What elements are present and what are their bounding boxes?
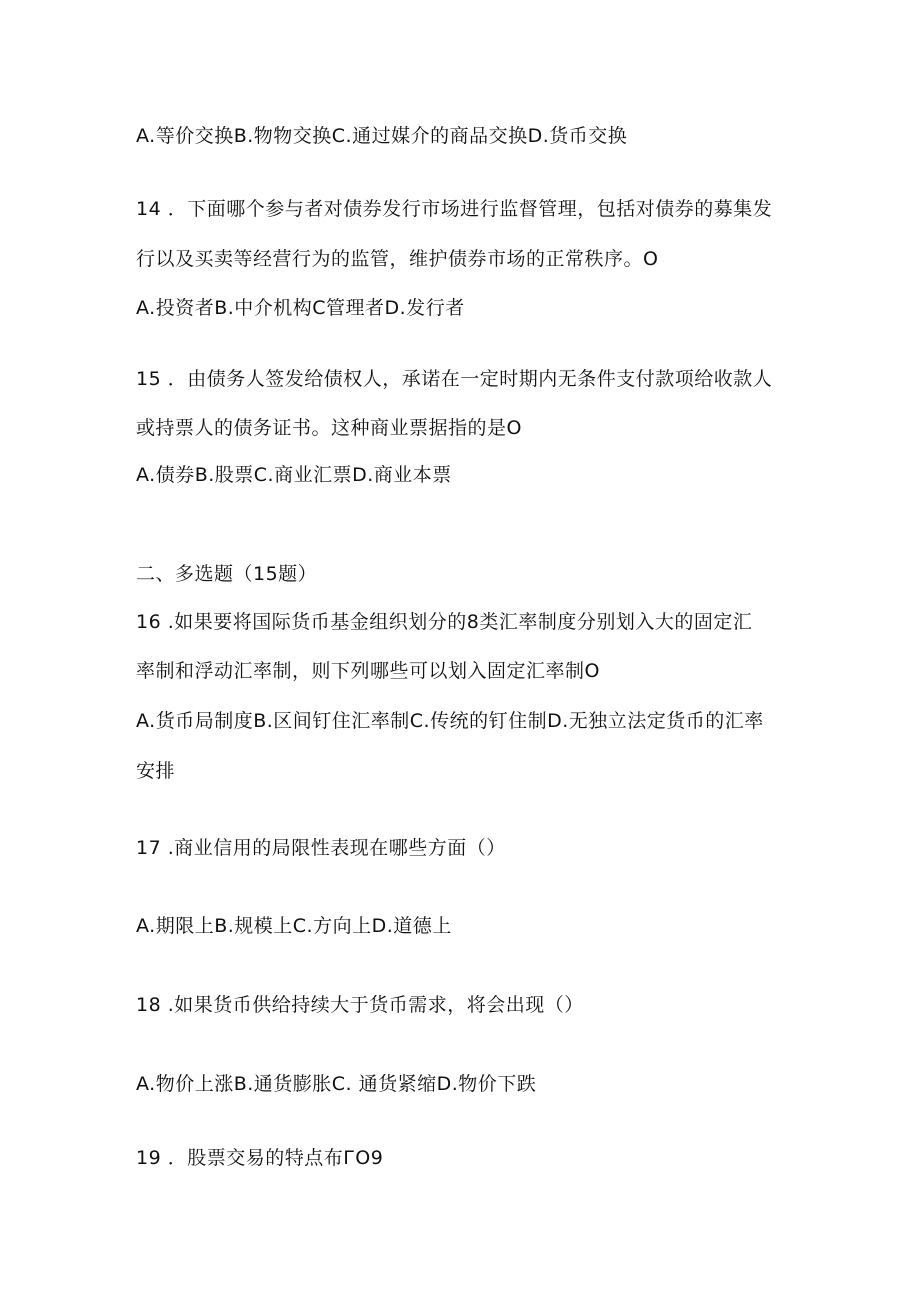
q16-options-line1: A.货币局制度B.区间钉住汇率制C.传统的钉住制D.无独立法定货币的汇率 xyxy=(136,710,764,732)
q16-text-line1: 16 .如果要将国际货币基金组织划分的8类汇率制度分别划入大的固定汇 xyxy=(136,611,753,633)
section-heading-multiple-choice: 二、多选题（15题） xyxy=(136,563,318,585)
q15-text-line1: 15 ．由债务人签发给债权人，承诺在一定时期内无条件支付款项给收款人 xyxy=(136,368,773,390)
q15-text-line2: 或持票人的债务证书。这种商业票据指的是O xyxy=(136,417,522,439)
q18-options: A.物价上涨B.通货膨胀C. 通货紧缩D.物价下跌 xyxy=(136,1073,537,1095)
q14-text-line1: 14 ．下面哪个参与者对债券发行市场进行监督管理，包括对债券的募集发 xyxy=(136,198,773,220)
q19-text: 19 ．股票交易的特点布ГO9 xyxy=(136,1147,384,1169)
q18-text: 18 .如果货币供给持续大于货币需求，将会出现（） xyxy=(136,994,584,1016)
q13-options: A.等价交换B.物物交换C.通过媒介的商品交换D.货币交换 xyxy=(136,125,628,147)
q14-options: A.投资者B.中介机构C管理者D.发行者 xyxy=(136,297,465,319)
q17-options: A.期限上B.规模上C.方向上D.道德上 xyxy=(136,915,452,937)
q16-text-line2: 率制和浮动汇率制，则下列哪些可以划入固定汇率制O xyxy=(136,660,600,682)
q15-options: A.债券B.股票C.商业汇票D.商业本票 xyxy=(136,464,452,486)
q16-options-line2: 安排 xyxy=(136,760,176,782)
q17-text: 17 .商业信用的局限性表现在哪些方面（） xyxy=(136,837,506,859)
q14-text-line2: 行以及买卖等经营行为的监管，维护债券市场的正常秩序。O xyxy=(136,248,659,270)
